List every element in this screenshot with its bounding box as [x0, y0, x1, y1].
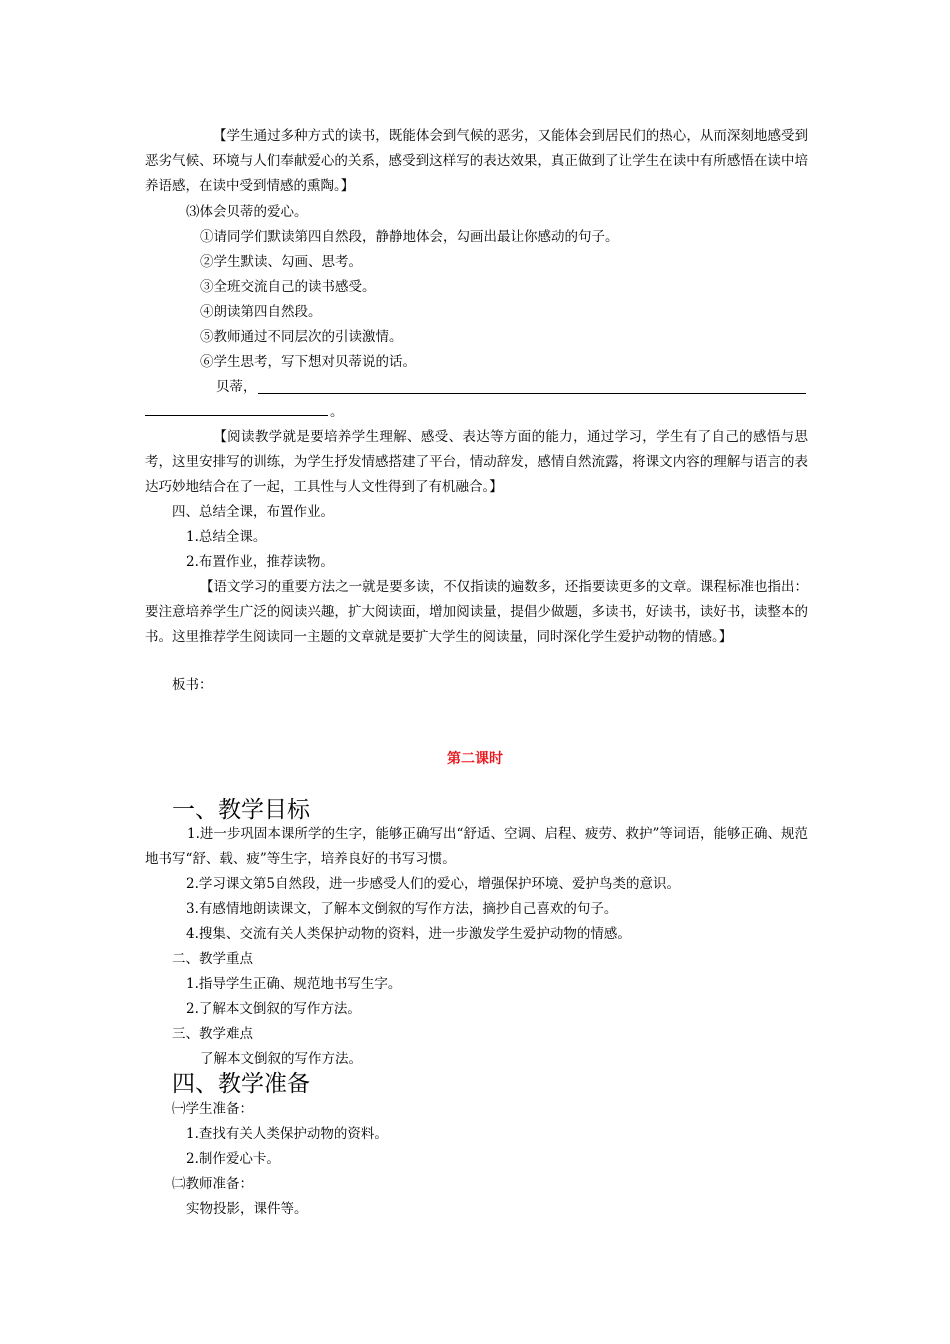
key-heading: 二、教学重点 — [172, 951, 253, 967]
student-prep-item: 1.查找有关人类保护动物的资料。 — [186, 1126, 388, 1142]
step-item: ⑥学生思考，写下想对贝蒂说的话。 — [200, 354, 416, 370]
note-language: 【语文学习的重要方法之一就是要多读，不仅指读的遍数多，还指要读更多的文章。课程标准也指出：要注意培养学生广泛的阅读兴趣，扩大阅读面，增加阅读量，提倡少做题，多读书，好读书，读好书，读整本的书。这里推荐学生阅读同一主题的文章就是要扩大学生的阅读量，同时深化学生爱护动物的情感。】 — [145, 579, 808, 645]
step-item: ①请同学们默读第四自然段，静静地体会，勾画出最让你感动的句子。 — [200, 229, 619, 245]
key-item: 2.了解本文倒叙的写作方法。 — [186, 1001, 361, 1017]
teacher-prep-text: 实物投影，课件等。 — [186, 1201, 308, 1217]
summary-item: 1.总结全课。 — [186, 529, 267, 545]
step-item: ③全班交流自己的读书感受。 — [200, 279, 376, 295]
board-label: 板书： — [172, 677, 213, 693]
fill-blank-line — [258, 393, 806, 394]
goals-heading: 一、教学目标 — [172, 797, 310, 823]
goal-item: 2.学习课文第5自然段，进一步感受人们的爱心，增强保护环境、爱护鸟类的意识。 — [186, 876, 680, 892]
goal-item: 1.进一步巩固本课所学的生字，能够正确写出“舒适、空调、启程、疲劳、救护”等词语，能够正确、规范地书写“舒、载、疲”等生字，培养良好的书写习惯。 — [145, 826, 808, 867]
lesson-title: 第二课时 — [447, 751, 503, 767]
student-prep-heading: ㈠学生准备： — [172, 1101, 253, 1117]
difficulty-text: 了解本文倒叙的写作方法。 — [200, 1051, 362, 1067]
blank-end-mark: 。 — [330, 404, 344, 420]
heading-betty-love: ⑶体会贝蒂的爱心。 — [186, 204, 308, 220]
note-reading: 【学生通过多种方式的读书，既能体会到气候的恶劣，又能体会到居民们的热心，从而深刻地感受到恶劣气候、环境与人们奉献爱心的关系，感受到这样写的表达效果，真正做到了让学生在读中有所感悟在读中培养语感，在读中受到情感的熏陶。】 — [145, 128, 808, 194]
key-item: 1.指导学生正确、规范地书写生字。 — [186, 976, 402, 992]
note-teaching: 【阅读教学就是要培养学生理解、感受、表达等方面的能力，通过学习，学生有了自己的感悟与思考，这里安排写的训练，为学生抒发情感搭建了平台，情动辞发，感情自然流露，将课文内容的理解与语言的表达巧妙地结合在了一起，工具性与人文性得到了有机融合。】 — [145, 429, 808, 495]
step-item: ④朗读第四自然段。 — [200, 304, 322, 320]
student-prep-item: 2.制作爱心卡。 — [186, 1151, 280, 1167]
step-item: ②学生默读、勾画、思考。 — [200, 254, 362, 270]
betty-label: 贝蒂， — [216, 379, 257, 395]
step-item: ⑤教师通过不同层次的引读激情。 — [200, 329, 403, 345]
goal-item: 4.搜集、交流有关人类保护动物的资料，进一步激发学生爱护动物的情感。 — [186, 926, 631, 942]
goal-item: 3.有感情地朗读课文，了解本文倒叙的写作方法，摘抄自己喜欢的句子。 — [186, 901, 618, 917]
prep-heading: 四、教学准备 — [172, 1071, 310, 1097]
summary-item: 2.布置作业，推荐读物。 — [186, 554, 334, 570]
section-four-heading: 四、总结全课，布置作业。 — [172, 504, 334, 520]
teacher-prep-heading: ㈡教师准备： — [172, 1176, 253, 1192]
fill-blank-line — [145, 415, 328, 416]
difficulty-heading: 三、教学难点 — [172, 1026, 253, 1042]
